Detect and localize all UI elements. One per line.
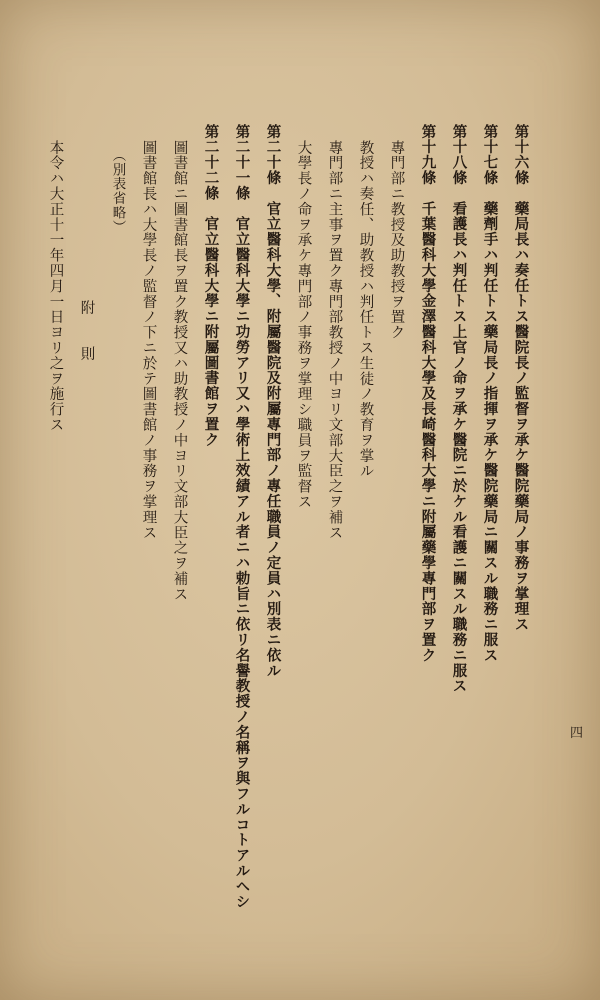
article-22: 第二十二條 官立醫科大學ニ附屬圖書館ヲ置ク xyxy=(202,124,220,448)
article-22-para-2: 圖書館ニ圖書館長ヲ置ク教授又ハ助教授ノ中ヨリ文部大臣之ヲ補ス xyxy=(171,140,188,602)
enforcement-clause: 本令ハ大正十一年四月一日ヨリ之ヲ施行ス xyxy=(47,140,64,433)
supplementary-heading: 附 則 xyxy=(78,300,95,362)
article-19-para-3: 教授ハ奏任、助教授ハ判任トス生徒ノ教育ヲ掌ル xyxy=(357,140,374,479)
article-19: 第十九條 千葉醫科大學金澤醫科大學及長崎醫科大學ニ附屬藥學專門部ヲ置ク xyxy=(419,124,437,663)
article-19-para-2: 專門部ニ教授及助教授ヲ置ク xyxy=(388,140,405,341)
article-21: 第二十一條 官立醫科大學ニ功勞アリ又ハ學術上效績アル者ニハ勅旨ニ依リ名譽教授ノ名稱ヲ與フルコトアルヘシ xyxy=(233,124,251,910)
article-19-para-4: 專門部ニ主事ヲ置ク專門部教授ノ中ヨリ文部大臣之ヲ補ス xyxy=(326,140,343,541)
article-17: 第十七條 藥劑手ハ判任トス藥局長ノ指揮ヲ承ケ醫院藥局ニ關スル職務ニ服ス xyxy=(481,124,499,663)
page-number: 四 xyxy=(570,726,584,741)
article-20: 第二十條 官立醫科大學、附屬醫院及附屬專門部ノ專任職員ノ定員ハ別表ニ依ル xyxy=(264,124,282,679)
article-18: 第十八條 看護長ハ判任トス上官ノ命ヲ承ケ醫院ニ於ケル看護ニ關スル職務ニ服ス xyxy=(450,124,468,694)
article-19-para-5: 大學長ノ命ヲ承ケ專門部ノ事務ヲ掌理シ職員ヲ監督ス xyxy=(295,140,312,510)
article-16: 第十六條 藥局長ハ奏任トス醫院長ノ監督ヲ承ケ醫院藥局ノ事務ヲ掌理ス xyxy=(512,124,530,633)
article-22-para-3: 圖書館長ハ大學長ノ監督ノ下ニ於テ圖書館ノ事務ヲ掌理ス xyxy=(140,140,157,541)
appendix-omitted-note: （別表省略） xyxy=(109,148,126,235)
